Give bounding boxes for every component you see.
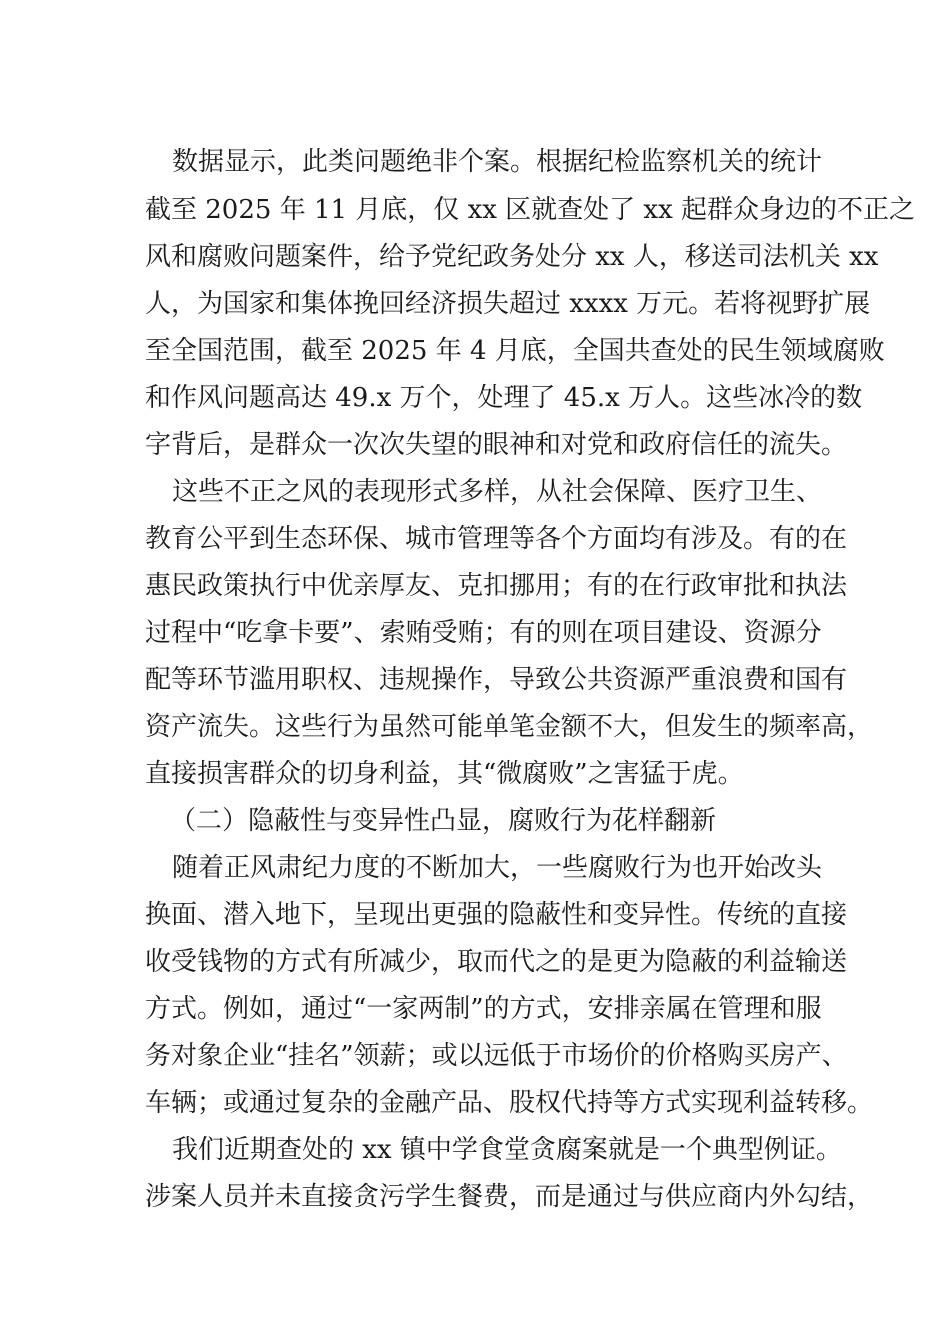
paragraph-3-line-6: 车辆；或通过复杂的金融产品、股权代持等方式实现利益转移。	[145, 1088, 874, 1118]
paragraph-3-line-3: 收受钱物的方式有所减少，取而代之的是更为隐蔽的利益输送	[145, 947, 848, 977]
paragraph-3-line-5: 务对象企业“挂名”领薪；或以远低于市场价的价格购买房产、	[145, 1041, 848, 1071]
paragraph-1-line-2: 截至 2025 年 11 月底，仅 xx 区就查处了 xx 起群众身边的不正之	[145, 195, 916, 225]
paragraph-1-line-4: 人，为国家和集体挽回经济损失超过 xxxx 万元。若将视野扩展	[145, 289, 871, 319]
paragraph-2-line-6: 资产流失。这些行为虽然可能单笔金额不大，但发生的频率高，	[145, 712, 874, 742]
paragraph-1-line-3: 风和腐败问题案件，给予党纪政务处分 xx 人，移送司法机关 xx	[145, 242, 879, 272]
paragraph-2-line-2: 教育公平到生态环保、城市管理等各个方面均有涉及。有的在	[145, 524, 848, 554]
paragraph-3-line-1: 随着正风肃纪力度的不断加大，一些腐败行为也开始改头	[172, 853, 823, 883]
paragraph-2-line-3: 惠民政策执行中优亲厚友、克扣挪用；有的在行政审批和执法	[145, 571, 848, 601]
paragraph-4-line-2: 涉案人员并未直接贪污学生餐费，而是通过与供应商内外勾结，	[145, 1182, 874, 1212]
paragraph-2-line-4: 过程中“吃拿卡要”、索贿受贿；有的则在项目建设、资源分	[145, 618, 822, 648]
paragraph-1-line-7: 字背后，是群众一次次失望的眼神和对党和政府信任的流失。	[145, 430, 848, 460]
paragraph-4-line-1: 我们近期查处的 xx 镇中学食堂贪腐案就是一个典型例证。	[172, 1135, 842, 1165]
paragraph-2-line-7: 直接损害群众的切身利益，其“微腐败”之害猛于虎。	[145, 759, 744, 789]
section-heading: （二）隐蔽性与变异性凸显，腐败行为花样翻新	[170, 806, 717, 836]
paragraph-3-line-4: 方式。例如，通过“一家两制”的方式，安排亲属在管理和服	[145, 994, 822, 1024]
paragraph-3-line-2: 换面、潜入地下，呈现出更强的隐蔽性和变异性。传统的直接	[145, 900, 848, 930]
paragraph-1-line-6: 和作风问题高达 49.x 万个，处理了 45.x 万人。这些冰冷的数	[145, 383, 863, 413]
paragraph-2-line-5: 配等环节滥用职权、违规操作，导致公共资源严重浪费和国有	[145, 665, 848, 695]
paragraph-1-line-5: 至全国范围，截至 2025 年 4 月底，全国共查处的民生领域腐败	[145, 336, 885, 366]
paragraph-1-line-1: 数据显示，此类问题绝非个案。根据纪检监察机关的统计	[172, 147, 823, 177]
paragraph-2-line-1: 这些不正之风的表现形式多样，从社会保障、医疗卫生、	[172, 477, 823, 507]
